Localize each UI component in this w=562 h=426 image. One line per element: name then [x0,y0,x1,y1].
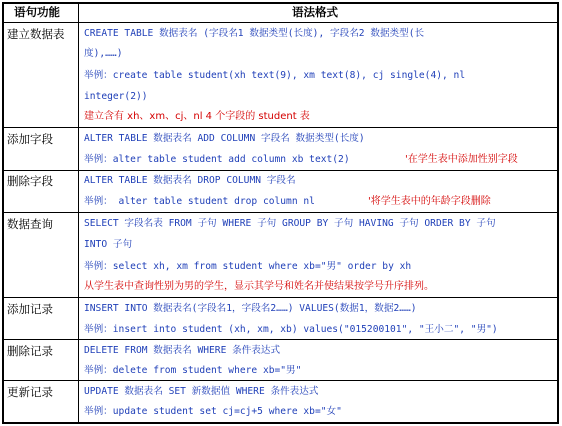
example-line: 举例：create table student(xh text(9), xm text(8), cj single(4), nl [84,70,466,81]
syntax-line: 度),……) [84,48,123,59]
row-divider [2,170,559,171]
example-line: 举例：select xh, xm from student where xb="男" order by xh [84,261,412,272]
note-inline: '将学生表中的年龄字段删除 [368,196,491,207]
example-line: 举例：update student set cj=cj+5 where xb="女" [84,406,342,417]
row-divider [2,22,559,23]
function-cell: 建立数据表 [7,27,65,41]
note-line: 从学生表中查询性别为男的学生，显示其学号和姓名并使结果按学号升序排列。 [84,281,434,292]
function-cell: 更新记录 [7,385,53,399]
syntax-line: ALTER TABLE 数据表名 ADD COLUMN 字段名 数据类型(长度) [84,133,365,144]
table-border-left [2,2,4,424]
function-cell: 添加字段 [7,132,53,146]
function-cell: 添加记录 [7,302,53,316]
table-border-right [557,2,559,424]
note-inline: '在学生表中添加性别字段 [405,154,518,165]
function-cell: 删除记录 [7,344,53,358]
row-divider [2,297,559,298]
row-divider [2,127,559,128]
row-divider [2,339,559,340]
header-function: 语句功能 [14,5,60,19]
syntax-line: INTO 子句 [84,239,133,250]
column-divider [78,2,79,424]
row-divider [2,212,559,213]
row-divider [2,380,559,381]
header-syntax: 语法格式 [292,5,338,19]
syntax-line: ALTER TABLE 数据表名 DROP COLUMN 字段名 [84,175,296,186]
table-border-bottom [2,422,559,424]
example-line: integer(2)) [84,91,148,102]
syntax-line: CREATE TABLE 数据表名 (字段名1 数据类型(长度), 字段名2 数据类型(长 [84,28,425,39]
function-cell: 数据查询 [7,217,53,231]
example-line: 举例：insert into student (xh, xm, xb) values("015200101", "王小二", "男") [84,324,498,335]
syntax-line: UPDATE 数据表名 SET 新数据值 WHERE 条件表达式 [84,386,319,397]
syntax-line: INSERT INTO 数据表名(字段名1，字段名2……) VALUES(数据1，数据2……) [84,303,417,314]
note-line: 建立含有 xh、xm、cj、nl 4 个字段的 student 表 [84,111,310,122]
example-line: 举例： alter table student drop column nl [84,196,315,207]
table-border-top [2,2,559,4]
syntax-line: SELECT 字段名表 FROM 子句 WHERE 子句 GROUP BY 子句 HAVING 子句 ORDER BY 子句 [84,218,496,229]
example-line: 举例：alter table student add column xb text(2) [84,154,350,165]
example-line: 举例：delete from student where xb="男" [84,365,302,376]
syntax-line: DELETE FROM 数据表名 WHERE 条件表达式 [84,345,281,356]
function-cell: 删除字段 [7,174,53,188]
